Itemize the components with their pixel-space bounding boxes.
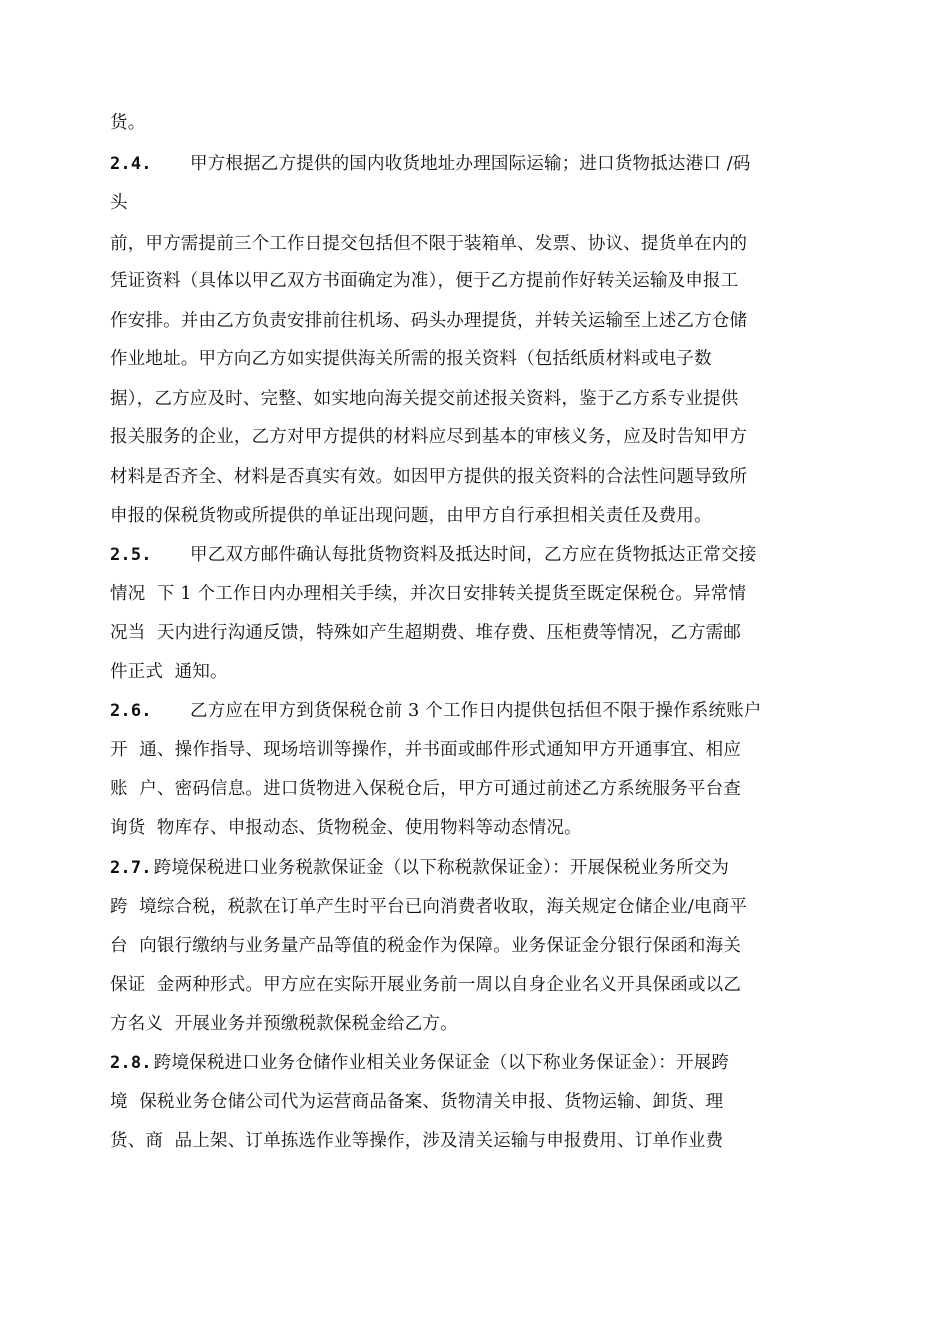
clause-number: 2.6. — [110, 701, 152, 721]
text-line: 报关服务的企业，乙方对甲方提供的材料应尽到基本的审核义务，应及时告知甲方 — [110, 427, 748, 447]
clause-number: 2.8. — [110, 1053, 152, 1073]
clause-2-6-heading: 2.6. 乙方应在甲方到货保税仓前 3 个工作日内提供包括但不限于操作系统账户 — [110, 701, 762, 721]
text-line: 况当 天内进行沟通反馈，特殊如产生超期费、堆存费、压柜费等情况，乙方需邮 — [110, 623, 742, 643]
text-line: 账 户、密码信息。进口货物进入保税仓后，甲方可通过前述乙方系统服务平台查 — [110, 779, 742, 799]
text-line: 方名义 开展业务并预缴税款保税金给乙方。 — [110, 1014, 458, 1034]
text-line: 作业地址。甲方向乙方如实提供海关所需的报关资料（包括纸质材料或电子数 — [110, 349, 712, 369]
text-line: 货。 — [110, 113, 146, 133]
text-line: 情况 下 1 个工作日内办理相关手续，并次日安排转关提货至既定保税仓。异常情 — [110, 584, 747, 604]
clause-number: 2.4. — [110, 154, 152, 174]
text-line: 作安排。并由乙方负责安排前往机场、码头办理提货，并转关运输至上述乙方仓储 — [110, 311, 748, 331]
clause-2-5-heading: 2.5. 甲乙双方邮件确认每批货物资料及抵达时间，乙方应在货物抵达正常交接 — [110, 545, 757, 565]
text-line: 头 — [110, 193, 128, 213]
text-line: 申报的保税货物或所提供的单证出现问题，由甲方自行承担相关责任及费用。 — [110, 506, 712, 526]
clause-number: 2.5. — [110, 545, 152, 565]
text-line: 材料是否齐全、材料是否真实有效。如因甲方提供的报关资料的合法性问题导致所 — [110, 467, 748, 487]
text-line: 件正式 通知。 — [110, 662, 228, 682]
text-line: 保证 金两种形式。甲方应在实际开展业务前一周以自身企业名义开具保函或以乙 — [110, 975, 742, 995]
clause-2-4-heading: 2.4. 甲方根据乙方提供的国内收货地址办理国际运输；进口货物抵达港口 /码 — [110, 154, 751, 174]
text-line: 货、商 品上架、订单拣选作业等操作，涉及清关运输与申报费用、订单作业费 — [110, 1131, 724, 1151]
text-line: 据），乙方应及时、完整、如实地向海关提交前述报关资料，鉴于乙方系专业提供 — [110, 389, 739, 409]
text-line: 台 向银行缴纳与业务量产品等值的税金作为保障。业务保证金分银行保函和海关 — [110, 936, 742, 956]
text-line: 凭证资料（具体以甲乙双方书面确定为准），便于乙方提前作好转关运输及申报工 — [110, 271, 739, 291]
text-line: 境 保税业务仓储公司代为运营商品备案、货物清关申报、货物运输、卸货、理 — [110, 1092, 724, 1112]
clause-number: 2.7. — [110, 858, 152, 878]
text-line: 询货 物库存、申报动态、货物税金、使用物料等动态情况。 — [110, 818, 582, 838]
clause-2-8-heading: 2.8. 跨境保税进口业务仓储作业相关业务保证金（以下称业务保证金）：开展跨 — [110, 1053, 730, 1073]
text-line: 开 通、操作指导、现场培训等操作，并书面或邮件形式通知甲方开通事宜、相应 — [110, 740, 742, 760]
clause-2-7-heading: 2.7. 跨境保税进口业务税款保证金（以下称税款保证金）：开展保税业务所交为 — [110, 858, 730, 878]
text-line: 跨 境综合税，税款在订单产生时平台已向消费者收取，海关规定仓储企业/电商平 — [110, 897, 748, 917]
text-line: 前，甲方需提前三个工作日提交包括但不限于装箱单、发票、协议、提货单在内的 — [110, 234, 748, 254]
